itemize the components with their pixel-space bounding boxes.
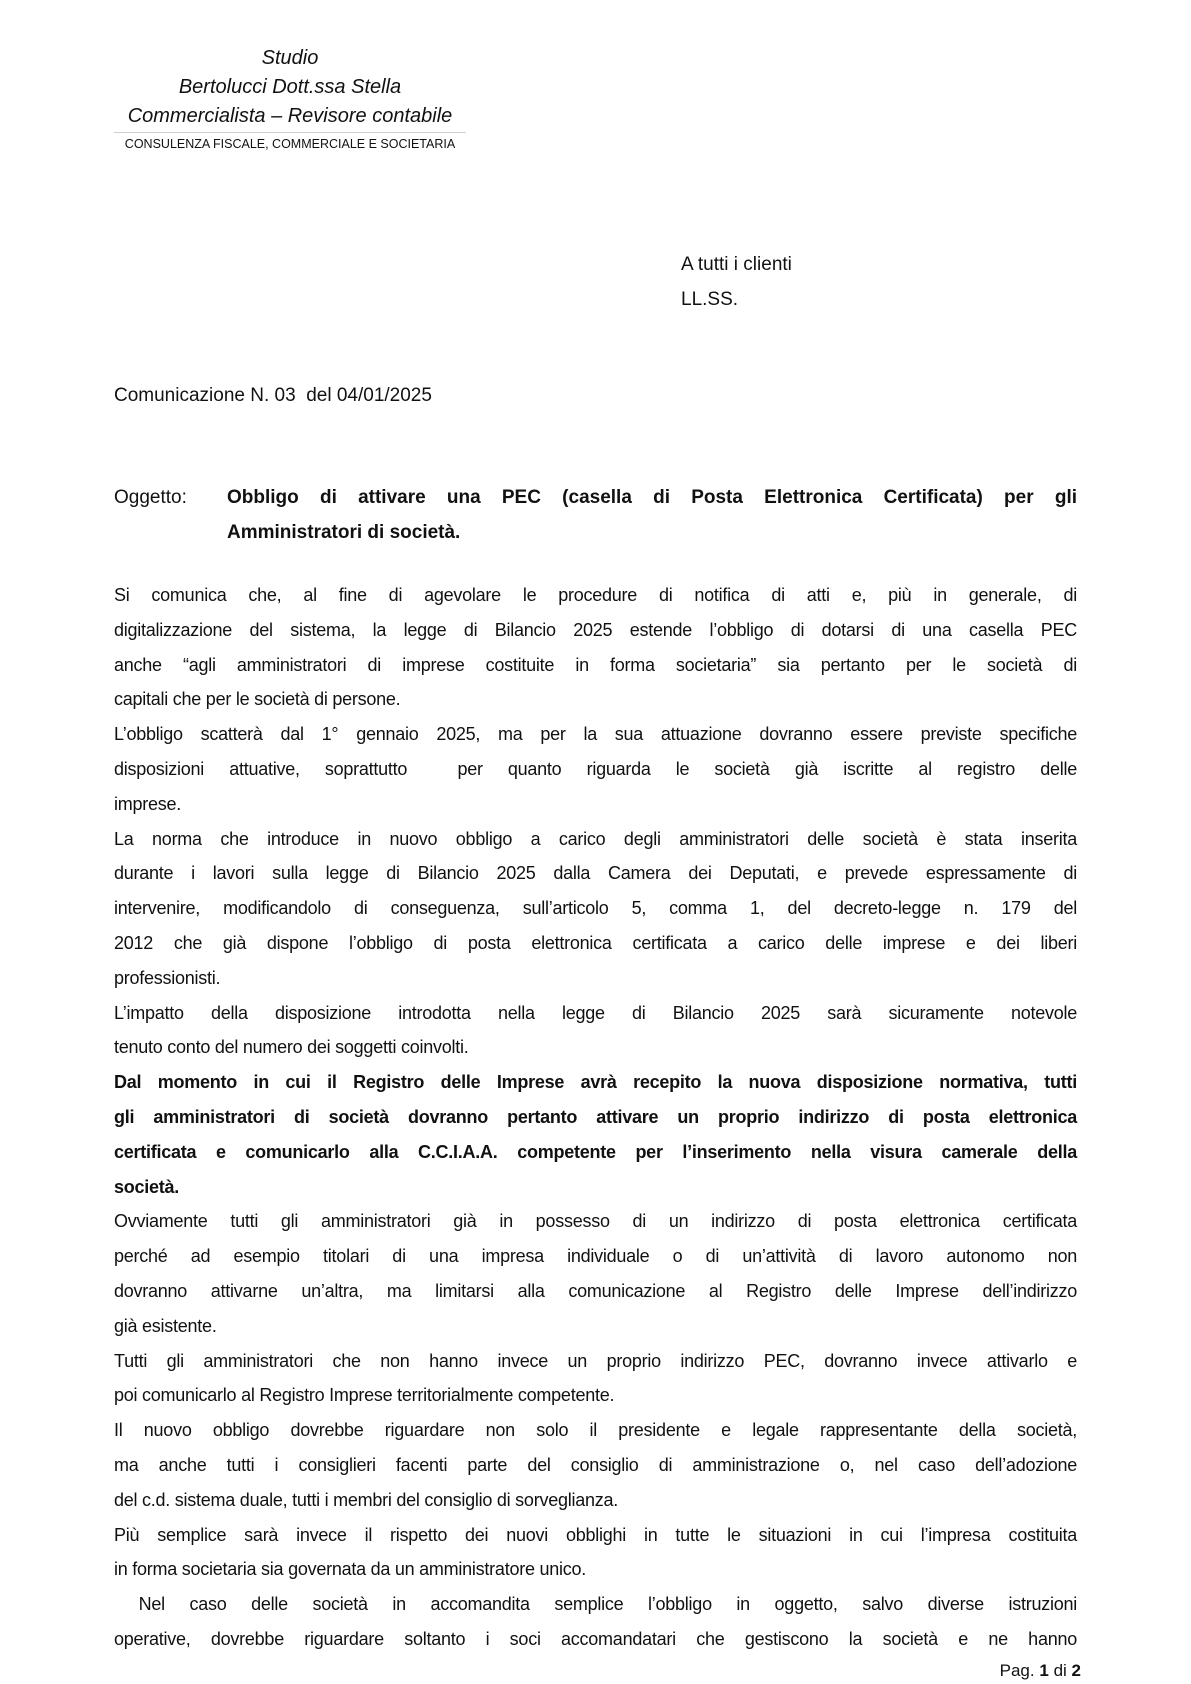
recipient-block [681,247,792,317]
body-line: intervenire, modificandolo di conseguenza, sull’articolo 5, comma 1, del decreto-legge n. 179 del [114,898,1077,919]
current-page: 1 [1039,1661,1049,1680]
body-line: già esistente. [114,1315,217,1336]
body-line: 2012 che già dispone l’obbligo di posta elettronica certificata a carico delle imprese e dei liberi [114,932,1077,953]
body-line: capitali che per le società di persone. [114,689,401,710]
body-line: certificata e comunicarlo alla C.C.I.A.A. competente per l’inserimento nella visura camerale della [114,1141,1077,1162]
page-prefix: Pag. [999,1661,1035,1680]
letterhead-divider [114,132,466,133]
body-line: in forma societaria sia governata da un amministratore unico. [114,1559,586,1580]
body-line: poi comunicarlo al Registro Imprese territorialmente competente. [114,1385,615,1406]
subject-text [227,480,1077,550]
subject-line: Amministratori di società. [227,521,461,543]
body-line: durante i lavori sulla legge di Bilancio 2025 dalla Camera dei Deputati, e prevede espressamente di [114,863,1077,884]
subject-label: Oggetto: [114,487,187,508]
body-line: Il nuovo obbligo dovrebbe riguardare non solo il presidente e legale rappresentante della società, [114,1420,1077,1441]
body-line: disposizioni attuative, soprattutto per quanto riguarda le società già iscritte al registro delle [114,758,1077,779]
body-line: La norma che introduce in nuovo obbligo a carico degli amministratori delle società è stata inserita [114,828,1077,849]
body-line: società. [114,1176,180,1197]
body-line: digitalizzazione del sistema, la legge di Bilancio 2025 estende l’obbligo di dotarsi di una casella PEC [114,619,1077,640]
letterhead-subtitle: CONSULENZA FISCALE, COMMERCIALE E SOCIETARIA [124,137,456,151]
page-number [1000,1660,1081,1682]
page-sep: di [1053,1661,1067,1680]
body-line: gli amministratori di società dovranno pertanto attivare un proprio indirizzo di posta elettronica [114,1106,1077,1127]
body-line: del c.d. sistema duale, tutti i membri del consiglio di sorveglianza. [114,1489,618,1510]
subject-line: Obbligo di attivare una PEC (casella di Posta Elettronica Certificata) per gli [227,487,1077,508]
body-line: Dal momento in cui il Registro delle Imprese avrà recepito la nuova disposizione normativa, tutti [114,1072,1077,1093]
body-line: Tutti gli amministratori che non hanno invece un proprio indirizzo PEC, dovranno invece attivarlo e [114,1350,1077,1371]
body-line: Ovviamente tutti gli amministratori già in possesso di un indirizzo di posta elettronica certificata [114,1211,1077,1232]
letterhead-line: Studio [261,47,319,69]
body-line: L’obbligo scatterà dal 1° gennaio 2025, ma per la sua attuazione dovranno essere previste specifiche [114,724,1077,745]
letterhead-line: Bertolucci Dott.ssa Stella [178,76,402,98]
body-line: Nel caso delle società in accomandita semplice l’obbligo in oggetto, salvo diverse istruzioni [114,1594,1077,1615]
total-pages: 2 [1071,1661,1081,1680]
body-line: professionisti. [114,967,221,988]
body-line: operative, dovrebbe riguardare soltanto i soci accomandatari che gestiscono la società e ne hanno [114,1628,1077,1649]
letterhead [110,44,470,131]
recipient-line: LL.SS. [681,289,739,310]
communication-number: Comunicazione N. 03 del 04/01/2025 [114,385,432,406]
letterhead-line: Commercialista – Revisore contabile [127,105,453,127]
body-line: L’impatto della disposizione introdotta nella legge di Bilancio 2025 sarà sicuramente notevole [114,1002,1077,1023]
body-line: Più semplice sarà invece il rispetto dei nuovi obblighi in tutte le situazioni in cui l’impresa costituita [114,1524,1077,1545]
letter-body [114,578,1077,1657]
body-line: tenuto conto del numero dei soggetti coinvolti. [114,1037,469,1058]
body-line: anche “agli amministratori di imprese costituite in forma societaria” sia pertanto per le società di [114,654,1077,675]
body-line: perché ad esempio titolari di una impresa individuale o di un’attività di lavoro autonomo non [114,1246,1077,1267]
body-line: Si comunica che, al fine di agevolare le procedure di notifica di atti e, più in generale, di [114,585,1077,605]
body-line: dovranno attivarne un’altra, ma limitarsi alla comunicazione al Registro delle Imprese dell’indirizzo [114,1280,1077,1301]
body-line: imprese. [114,793,182,814]
recipient-line: A tutti i clienti [681,254,792,275]
body-line: ma anche tutti i consiglieri facenti parte del consiglio di amministrazione o, nel caso dell’adozione [114,1454,1077,1475]
